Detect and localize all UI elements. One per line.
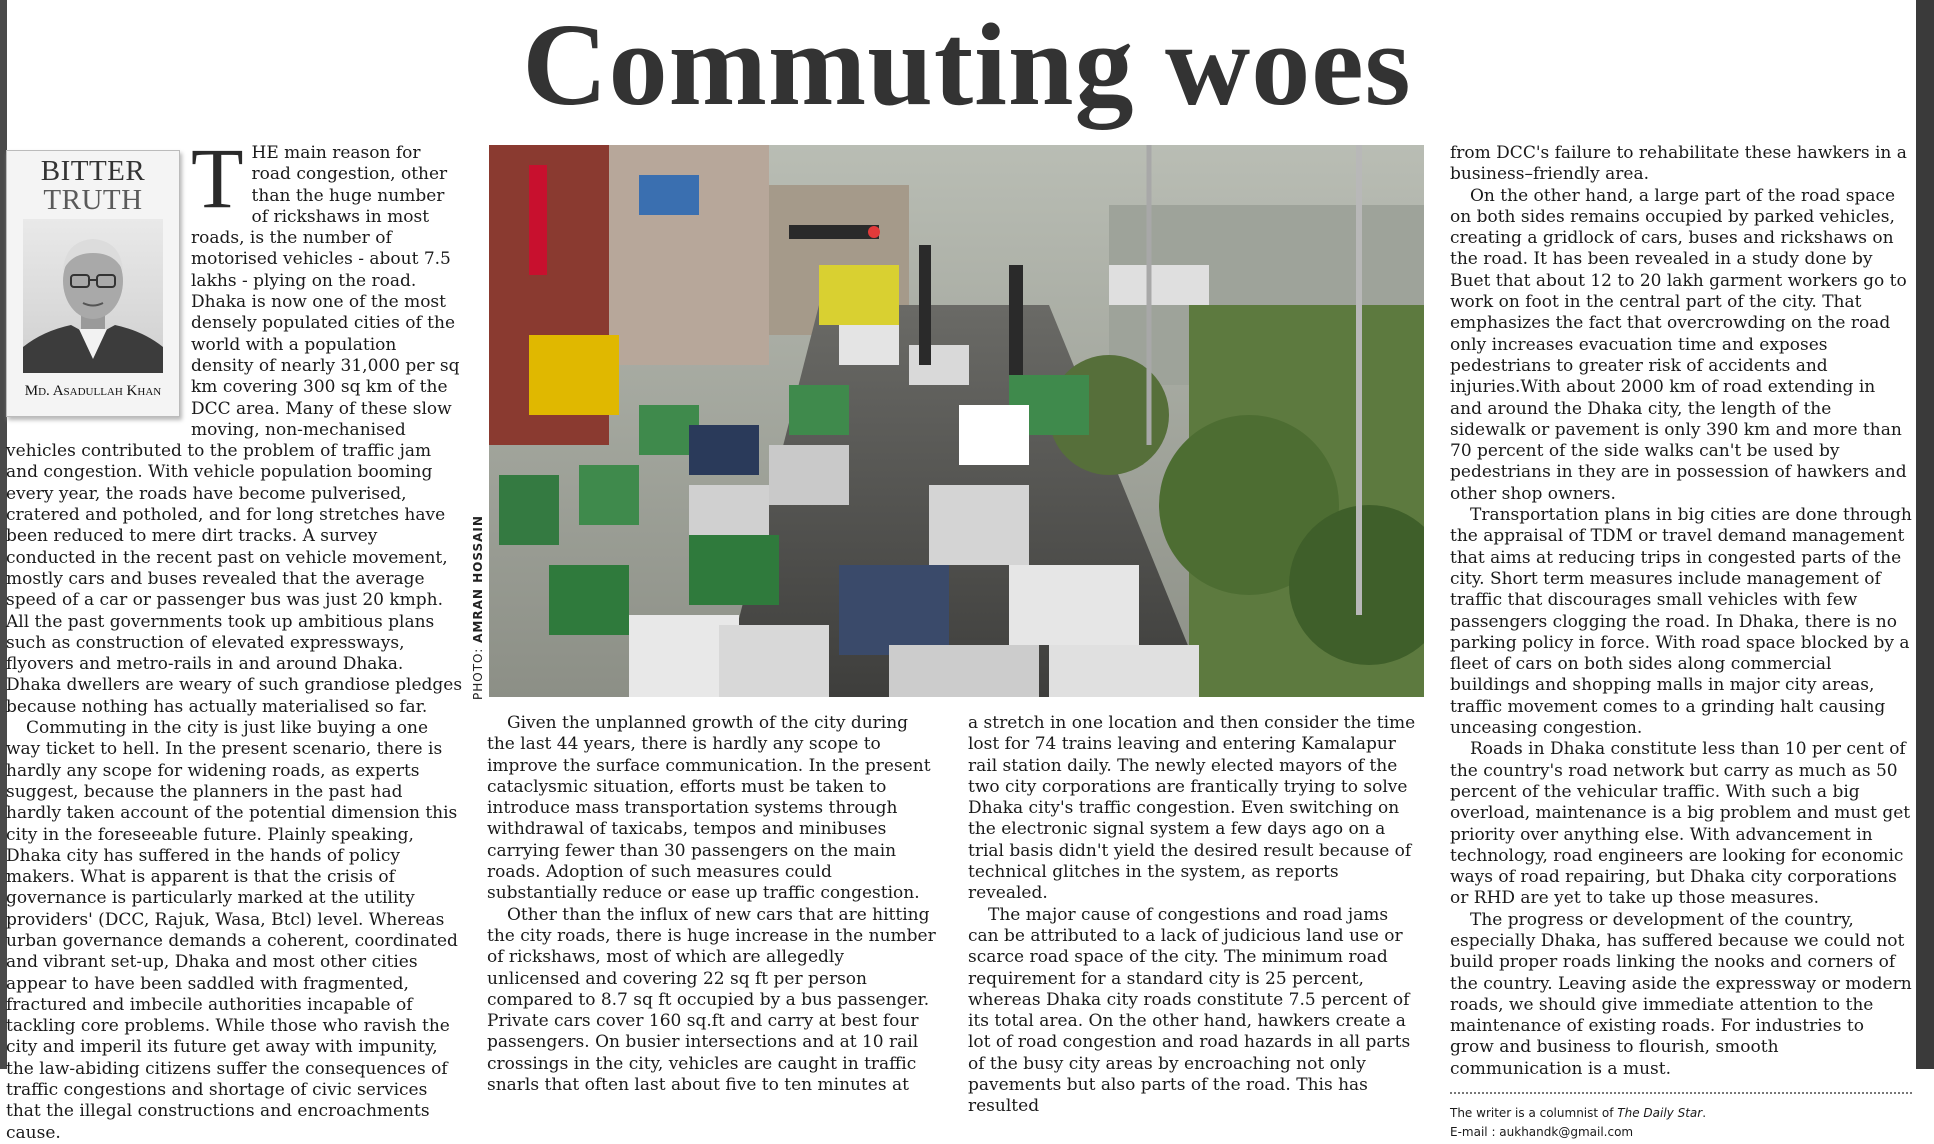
- publication-name: The Daily Star: [1617, 1106, 1703, 1121]
- article-column-1: [6, 130, 463, 1144]
- paragraph: Roads in Dhaka constitute less than 10 per cent of the country's road network but carry as much as 50 percent of the vehicular traffic. With such a big overload, maintenance is a big problem and must get priority over anything else. With advancement in technology, road engineers are looking for economic ways of road repairing, but Dhaka city corporations or RHD are yet to take up those measures.: [1450, 739, 1911, 909]
- author-byline: Md. Asadullah Khan: [24, 383, 162, 399]
- paragraph: The major cause of congestions and road jams can be attributed to a lack of judicious land use or scarce road space of the city. The minimum road requirement for a standard city is 25 percent, whereas Dhaka city roads constitute 7.5 percent of its total area. On the other hand, hawkers create a lot of road congestion and road hazards in all parts of the busy city areas by encroaching not only pavements but also parts of the road. This has resulted: [968, 904, 1411, 1117]
- traffic-photo: [489, 145, 1424, 697]
- article-column-3: [968, 713, 1422, 1118]
- paragraph: Transportation plans in big cities are done through the appraisal of TDM or travel demand management that aims at reducing trips in congested parts of the city. Short term measures include management of traffic that discourages small vehicles with few passengers clogging the road. In Dhaka, there is no parking policy in force. With road space blocked by a fleet of cars on both sides along commercial buildings and shopping malls in major city areas, traffic movement comes to a grinding halt causing unceasing congestion.: [1450, 505, 1912, 739]
- paragraph: Given the unplanned growth of the city during the last 44 years, there is hardly any scope to improve the surface communication. In the present cataclysmic situation, efforts must be taken to introduce mass transportation systems through withdrawal of taxicabs, tempos and minibuses carrying fewer than 30 passengers on the main roads. Adoption of such measures could substantially reduce or ease up traffic congestion.: [487, 713, 931, 904]
- footer-divider: [1450, 1092, 1912, 1094]
- writer-line: [1450, 1104, 1912, 1123]
- badge-title-line1: BITTER: [40, 155, 146, 187]
- right-page-edge: [1916, 0, 1934, 1069]
- badge-title-line2: TRUTH: [43, 184, 143, 216]
- photo-credit-prefix: PHOTO:: [471, 647, 485, 700]
- article-column-2: [487, 713, 941, 1096]
- badge-title: [7, 157, 179, 215]
- headline: Commuting woes: [522, 0, 1412, 130]
- drop-cap: T: [191, 130, 244, 226]
- photo-credit-name: AMRAN HOSSAIN: [471, 515, 485, 643]
- paragraph: a stretch in one location and then consider the time lost for 74 trains leaving and entering Kamalapur rail station daily. The newly elected mayors of the two city corporations are frantically trying to solve Dhaka city's traffic congestion. Even switching on the electronic signal system a few days ago on a trial basis didn't yield the desired result because of technical glitches in the system, as reports revealed.: [968, 713, 1416, 904]
- paragraph: Other than the influx of new cars that are hitting the city roads, there is huge increase in the number of rickshaws, most of which are allegedly unlicensed and covering 22 sq ft per person compared to 8.7 sq ft occupied by a bus passenger. Private cars cover 160 sq.ft and carry at best four passengers. On busier intersections and at 10 rail crossings in the city, vehicles are caught in traffic snarls that often last about five to ten minutes at: [487, 904, 936, 1096]
- paragraph: The progress or development of the country, especially Dhaka, has suffered because we could not build proper roads linking the nooks and corners of the country. Leaving aside the expressway or modern roads, we should give immediate attention to the maintenance of existing roads. For industries to grow and business to flourish, smooth communication is a must.: [1450, 909, 1912, 1079]
- author-portrait: [23, 219, 163, 373]
- paragraph: from DCC's failure to rehabilitate these hawkers in a business–friendly area.: [1450, 143, 1907, 185]
- paragraph: On the other hand, a large part of the road space on both sides remains occupied by parked vehicles, creating a gridlock of cars, buses and rickshaws on the road. It has been revealed in a study done by Buet that about 12 to 20 lakh garment workers go to work on foot in the central part of the city. That emphasizes the fact that overcrowding on the road only increases evacuation time and exposes pedestrians to greater risk of accidents and injuries.With about 2000 km of road extending in and around the Dhaka city, the length of the sidewalk or pavement is only 390 km and more than 70 percent of the side walks can't be used by pedestrians in they are in possession of hawkers and other shop owners.: [1450, 185, 1907, 504]
- paragraph: Commuting in the city is just like buying a one way ticket to hell. In the present scenario, there is hardly any scope for widening roads, as experts suggest, because the planners in the past had hardly taken account of the potential dimension this city in the foreseeable future. Plainly speaking, Dhaka city has suffered in the hands of policy makers. What is apparent is that the crisis of governance is particularly marked at the utility providers' (DCC, Rajuk, Wasa, Btcl) level. Whereas urban governance demands a coherent, coordinated and vibrant set-up, Dhaka and most other cities appear to have been saddled with fragmented, fractured and imbecile authorities incapable of tackling core problems. While those who ravish the city and imperil its future get away with impunity, the law-abiding citizens suffer the consequences of traffic congestions and shortage of civic services that the illegal constructions and encroachments cause.: [6, 718, 458, 1143]
- column-badge: [6, 150, 180, 417]
- article-column-4: [1450, 143, 1912, 1142]
- author-email: E-mail : aukhandk@gmail.com: [1450, 1125, 1634, 1140]
- writer-suffix: .: [1702, 1106, 1707, 1121]
- author-note: [1450, 1104, 1912, 1142]
- photo-credit: [471, 515, 485, 700]
- writer-prefix: The writer is a columnist of: [1450, 1106, 1618, 1121]
- paragraph: HE main reason for road congestion, other than the huge number of rickshaws in most roads, is the number of motorised vehicles - about 7.5 lakhs - plying on the road. Dhaka is now one of the most densely populated cities of the world with a population density of nearly 31,000 per sq km covering 300 sq km of the DCC area. Many of these slow moving, non-mechanised vehicles contributed to the problem of traffic jam and congestion. With vehicle population booming every year, the roads have become pulverised, cratered and potholed, and for long stretches have been reduced to mere dirt tracks. A survey conducted in the recent past on vehicle movement, mostly cars and buses revealed that the average speed of a car or passenger bus was just 20 kmph. All the past governments took up ambitious plans such as construction of elevated expressways, flyovers and metro-rails in and around Dhaka. Dhaka dwellers are weary of such grandiose pledges because nothing has actually materialised so far.: [6, 143, 463, 717]
